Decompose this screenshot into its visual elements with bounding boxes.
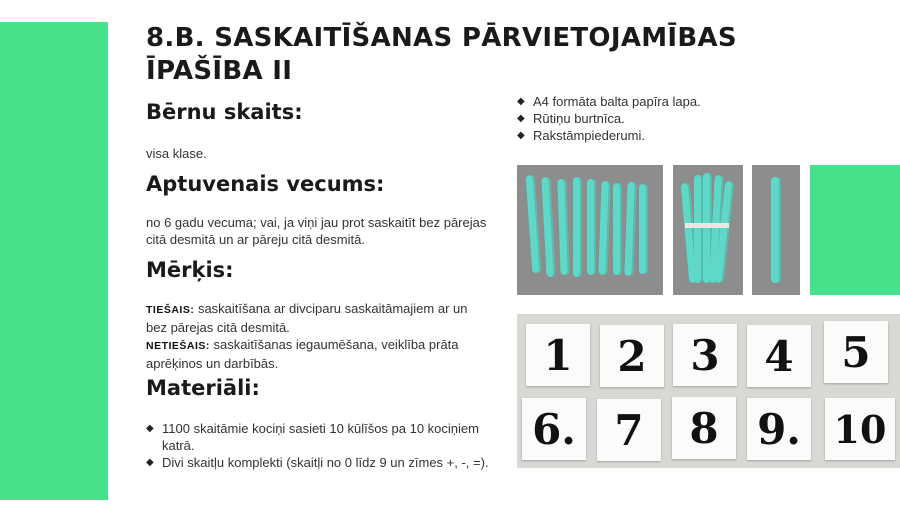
indirect-goal-text: saskaitīšanas iegaumēšana, veiklība prāta aprēķinos un darbībās.: [146, 337, 459, 371]
children-text: visa klase.: [146, 146, 207, 161]
number-card: 4: [747, 325, 811, 387]
number-card: 3: [673, 324, 737, 386]
number-card: 2: [600, 325, 664, 387]
age-heading: Aptuvenais vecums:: [146, 172, 385, 196]
list-item: ◆ Divi skaitļu komplekti (skaitļi no 0 līdz 9 un zīmes +, -, =).: [146, 455, 489, 470]
number-card: 8: [672, 397, 736, 459]
photo-number-cards: [517, 314, 900, 468]
direct-goal-text: saskaitīšana ar divciparu saskaitāmajiem ar un bez pārejas citā desmitā.: [146, 301, 468, 335]
list-item: ◆ 1100 skaitāmie kociņi sasieti 10 kūlīšos pa 10 kociņiem katrā.: [146, 421, 479, 453]
number-card: 6.: [522, 398, 586, 460]
number-card: 5: [824, 321, 888, 383]
diamond-bullet-icon: ◆: [146, 457, 154, 468]
photo-stick-bundle: [673, 165, 743, 295]
diamond-bullet-icon: ◆: [146, 423, 154, 434]
list-item: ◆ A4 formāta balta papīra lapa.: [517, 94, 701, 109]
page-title: 8.B. SASKAITĪŠANAS PĀRVIETOJAMĪBAS ĪPAŠĪBA II: [146, 23, 737, 86]
number-card: 10: [825, 398, 895, 460]
decorative-green-bar-right: [810, 165, 900, 295]
goal-heading: Mērķis:: [146, 258, 234, 282]
direct-goal-label: TIEŠAIS:: [146, 304, 195, 316]
goal-text: [146, 300, 491, 372]
age-text: no 6 gadu vecuma; vai, ja viņi jau prot saskaitīt bez pārejas citā desmitā un ar pāreju citā desmitā.: [146, 215, 487, 247]
list-item: ◆ Rūtiņu burtnīca.: [517, 111, 625, 126]
materials-list: [146, 420, 491, 471]
decorative-green-bar-left: [0, 22, 108, 500]
diamond-bullet-icon: ◆: [517, 96, 525, 107]
materials-list-continued: [517, 93, 817, 144]
children-heading: Bērnu skaits:: [146, 100, 303, 124]
number-card: 1: [526, 324, 590, 386]
number-card: 7: [597, 399, 661, 461]
photo-loose-sticks: [517, 165, 663, 295]
list-item: ◆ Rakstāmpiederumi.: [517, 128, 645, 143]
indirect-goal-label: NETIEŠAIS:: [146, 340, 210, 352]
number-card: 9.: [747, 398, 811, 460]
photo-single-stick: [752, 165, 800, 295]
materials-heading: Materiāli:: [146, 376, 260, 400]
diamond-bullet-icon: ◆: [517, 113, 525, 124]
diamond-bullet-icon: ◆: [517, 130, 525, 141]
